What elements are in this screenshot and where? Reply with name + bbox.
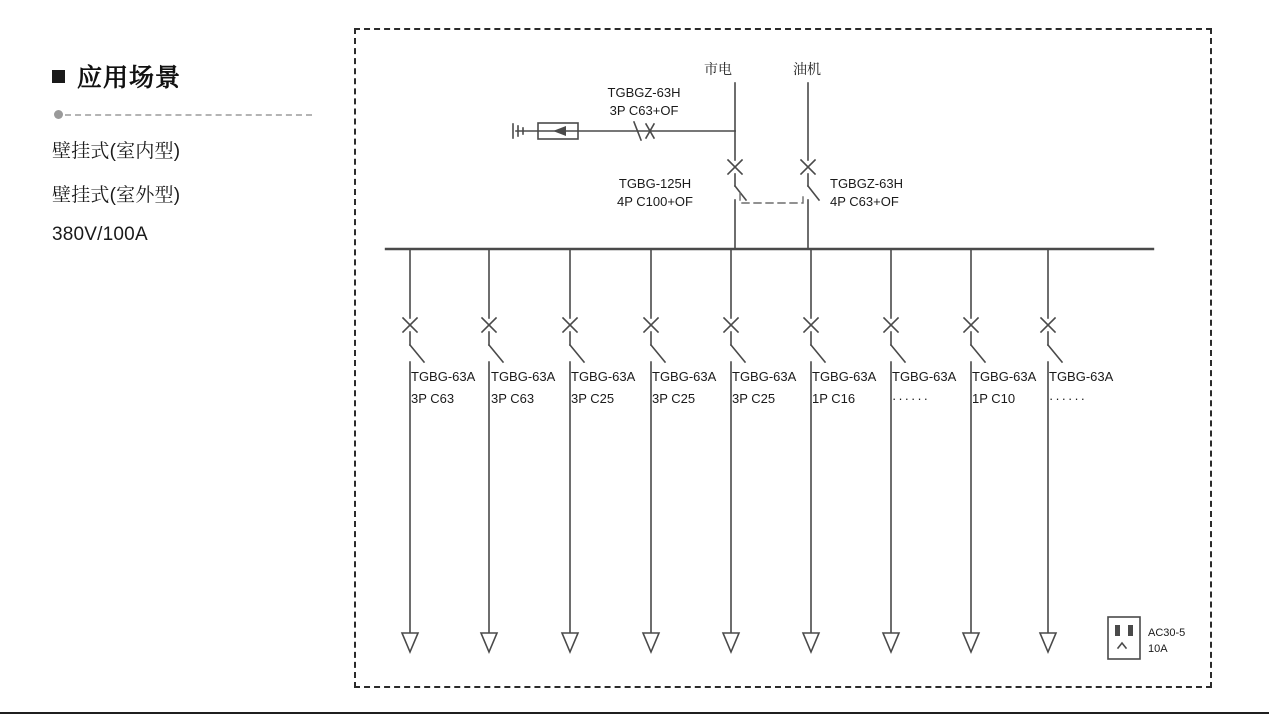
feeder-lever-icon	[651, 345, 665, 362]
socket-label-line1: AC30-5	[1148, 627, 1186, 639]
list-item: 壁挂式(室外型)	[52, 185, 181, 206]
transfer-device-left-label-line1: TGBG-125H	[618, 176, 692, 191]
feeder-lever-icon	[731, 345, 745, 362]
feeder-label-line1: TGBG-63A	[812, 369, 877, 384]
load-arrow-icon	[723, 633, 739, 652]
load-arrow-icon	[643, 633, 659, 652]
transfer-device-right-label-line1: TGBGZ-63H	[830, 176, 903, 191]
feeder-label-line2: 3P C25	[732, 391, 776, 406]
socket-label-line2: 10A	[1148, 643, 1168, 655]
feeder-label-line1: TGBG-63A	[1049, 369, 1114, 384]
socket-pin-icon	[1128, 625, 1133, 636]
incoming-device-label-line1: TGBGZ-63H	[607, 85, 681, 100]
feeder-label-line2: 1P C10	[972, 391, 1016, 406]
feeder-lever-icon	[811, 345, 825, 362]
feeder-lever-icon	[570, 345, 584, 362]
feeder-label-line2: 3P C25	[652, 391, 696, 406]
feeder-label-line1: TGBG-63A	[892, 369, 957, 384]
source-label-mains: 市电	[704, 61, 732, 77]
load-arrow-icon	[402, 633, 418, 652]
feeder-label-line2: ······	[1049, 391, 1087, 406]
socket-ground-icon	[1118, 643, 1126, 648]
socket-outlet-icon	[1108, 617, 1140, 659]
feeder-lever-icon	[410, 345, 424, 362]
list-item: 壁挂式(室内型)	[52, 141, 181, 162]
feeder-label-line1: TGBG-63A	[652, 369, 717, 384]
page-title: 应用场景	[77, 64, 182, 92]
transfer-device-left-label-line2: 4P C100+OF	[616, 194, 694, 209]
feeder-label-line2: 3P C63	[411, 391, 455, 406]
feeder-label-line1: TGBG-63A	[571, 369, 636, 384]
load-arrow-icon	[562, 633, 578, 652]
slide-bottom-rule	[0, 712, 1269, 714]
feeder-label-line2: 3P C63	[491, 391, 535, 406]
load-arrow-icon	[481, 633, 497, 652]
feeder-label-line2: 1P C16	[812, 391, 856, 406]
load-arrow-icon	[883, 633, 899, 652]
source-label-generator: 油机	[793, 61, 821, 77]
feeder-label-line1: TGBG-63A	[732, 369, 797, 384]
load-arrow-icon	[1040, 633, 1056, 652]
list-item: 380V/100A	[52, 224, 148, 245]
feeder-label-line1: TGBG-63A	[411, 369, 476, 384]
transfer-device-right-label-line2: 4P C63+OF	[830, 194, 899, 209]
feeder-lever-icon	[1048, 345, 1062, 362]
load-arrow-icon	[803, 633, 819, 652]
load-arrow-icon	[963, 633, 979, 652]
mechanical-interlock-link	[740, 193, 803, 203]
feeder-lever-icon	[489, 345, 503, 362]
meter-arrow-icon	[553, 126, 566, 136]
feeder-label-line1: TGBG-63A	[972, 369, 1037, 384]
socket-pin-icon	[1115, 625, 1120, 636]
feeder-label-line1: TGBG-63A	[491, 369, 556, 384]
feeder-lever-icon	[971, 345, 985, 362]
incoming-device-label-line2: 3P C63+OF	[609, 103, 679, 118]
feeder-label-line2: ······	[892, 391, 930, 406]
feeder-lever-icon	[891, 345, 905, 362]
feeder-label-line2: 3P C25	[571, 391, 615, 406]
transfer-switch-lever-icon	[808, 186, 819, 200]
